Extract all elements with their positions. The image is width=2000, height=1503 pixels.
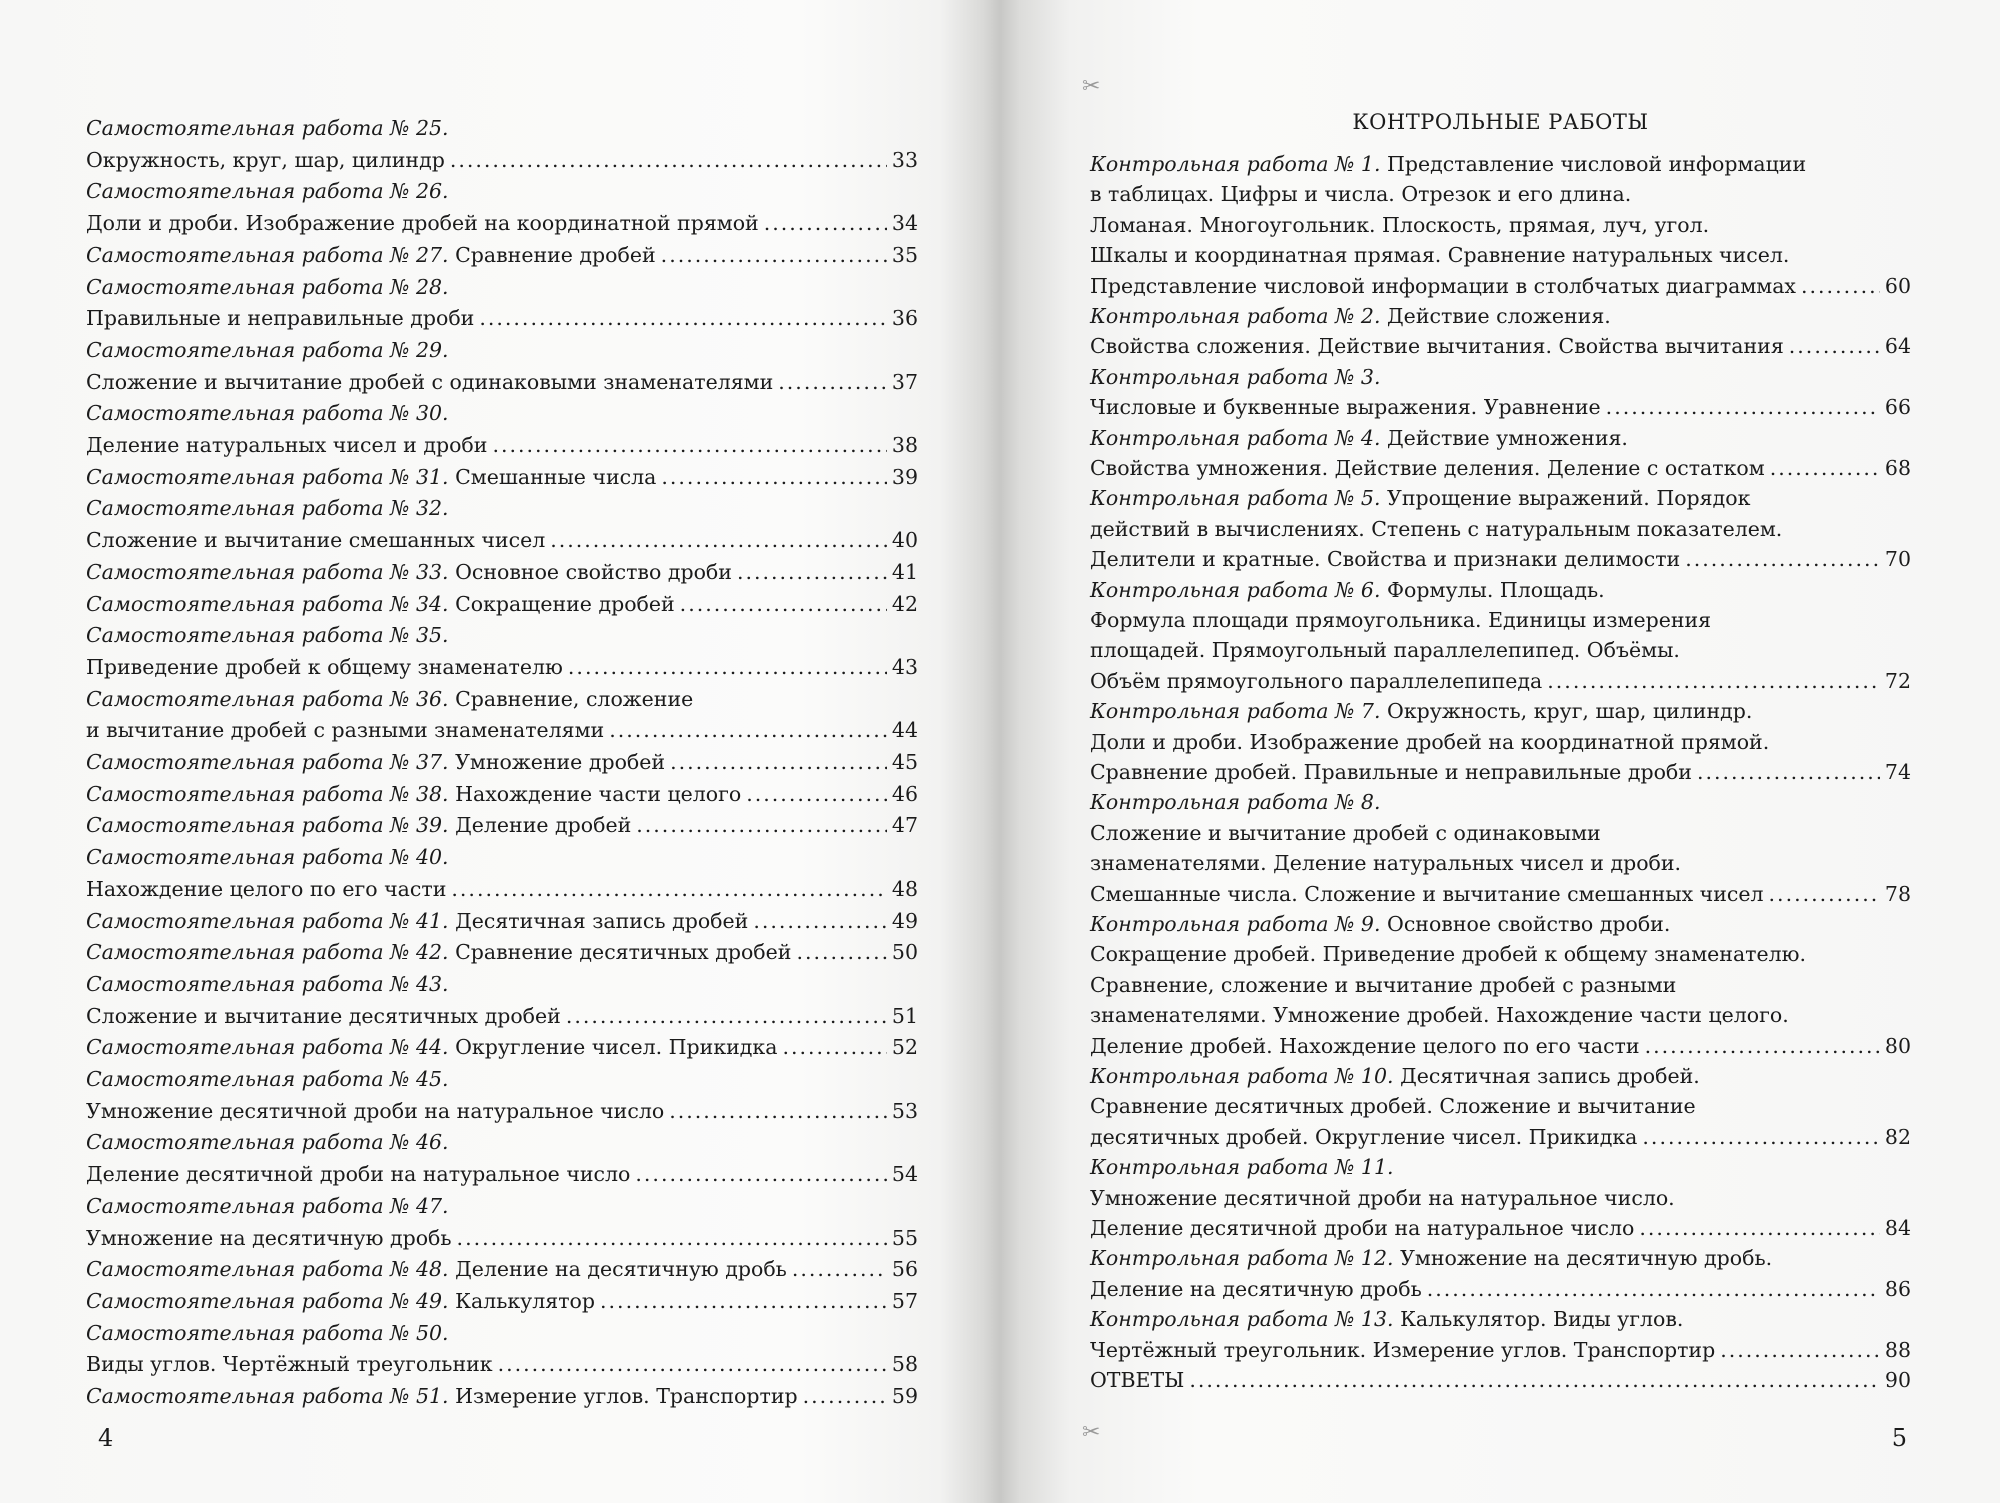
toc-line [1090, 515, 1911, 543]
dot-leader [1189, 1366, 1880, 1394]
page-ref: 47 [891, 813, 918, 838]
dot-leader [1606, 393, 1880, 421]
topic-text: Сравнение, сложение [448, 686, 694, 711]
work-title: Самостоятельная работа № 45. [86, 1067, 449, 1091]
page-ref: 44 [891, 718, 918, 743]
page-ref: 37 [891, 369, 918, 394]
work-title: Самостоятельная работа № 28. [86, 274, 449, 299]
toc-line [1090, 1244, 1911, 1272]
topic-text: Деление натуральных чисел и дроби [86, 433, 488, 457]
toc-line [86, 938, 918, 966]
page-ref: 49 [891, 908, 918, 933]
toc-line [86, 907, 918, 935]
topic-text: Действие сложения. [1380, 304, 1611, 328]
dot-leader [1639, 1214, 1880, 1242]
page-ref: 45 [891, 750, 918, 774]
toc-line [1090, 728, 1911, 756]
work-title: Самостоятельная работа № 30. [86, 401, 449, 426]
toc-line [1090, 697, 1911, 725]
dot-leader [609, 716, 887, 744]
topic-text: площадей. Прямоугольный параллелепипед. Объёмы. [1090, 638, 1680, 663]
toc-line [1090, 971, 1911, 999]
topic-text: Правильные и неправильные дроби [86, 306, 475, 331]
toc-line [1090, 788, 1911, 816]
dot-leader [450, 146, 887, 174]
topic-text: десятичных дробей. Округление чисел. Прикидка [1090, 1124, 1638, 1149]
topic-text: Объём прямоугольного параллелепипеда [1090, 668, 1543, 693]
dot-leader [669, 1097, 887, 1125]
dot-leader [1645, 1032, 1880, 1060]
page-ref: 36 [891, 306, 918, 331]
topic-text: Представление числовой информации [1380, 152, 1807, 176]
toc-line [86, 1160, 918, 1188]
topic-text: Окружность, круг, шар, цилиндр. [1380, 699, 1753, 724]
page-ref: 68 [1884, 456, 1911, 480]
topic-text: Числовые и буквенные выражения. Уравнение [1090, 395, 1601, 420]
dot-leader [1769, 880, 1880, 908]
toc-line [86, 336, 918, 364]
work-title: Самостоятельная работа № 49. [86, 1288, 449, 1313]
work-title: Самостоятельная работа № 29. [86, 337, 449, 362]
toc-line [86, 1002, 918, 1030]
work-title: Контрольная работа № 6. [1090, 577, 1381, 602]
toc-line [1090, 272, 1911, 300]
dot-leader [600, 1287, 887, 1315]
page-ref: 51 [891, 1003, 918, 1028]
topic-text: Умножение десятичной дроби на натуральное число. [1090, 1185, 1675, 1210]
scissors-cut-mark-icon: ✂ [1082, 1420, 1101, 1445]
toc-line [1090, 180, 1911, 208]
topic-text: Шкалы и координатная прямая. Сравнение натуральных чисел. [1090, 243, 1790, 268]
page-ref: 52 [891, 1035, 918, 1060]
toc-line [86, 1192, 918, 1220]
page-ref: 86 [1884, 1276, 1911, 1301]
work-title: Самостоятельная работа № 46. [86, 1130, 449, 1155]
dot-leader [782, 1033, 886, 1061]
topic-text: действий в вычислениях. Степень с натуральным показателем. [1090, 516, 1783, 541]
work-title: Контрольная работа № 11. [1090, 1155, 1394, 1180]
topic-text: Измерение углов. Транспортир [448, 1384, 798, 1408]
topic-text: Нахождение целого по его части [86, 876, 447, 901]
scissors-cut-mark-icon: ✂ [1082, 74, 1101, 99]
work-title: Контрольная работа № 8. [1090, 790, 1381, 815]
dot-leader [803, 1382, 887, 1410]
dot-leader [636, 811, 887, 839]
toc-line [86, 685, 918, 713]
dot-leader [1789, 332, 1880, 360]
dot-leader [492, 431, 886, 459]
work-title: Самостоятельная работа № 26. [86, 179, 449, 204]
toc-line [1090, 606, 1911, 634]
work-title: Самостоятельная работа № 47. [86, 1193, 449, 1218]
page-ref: 43 [891, 654, 918, 679]
toc-line [86, 558, 918, 586]
work-title: Самостоятельная работа № 43. [86, 971, 449, 996]
toc-line [1090, 1366, 1911, 1394]
toc-line [86, 875, 918, 903]
toc-line [1090, 1275, 1911, 1303]
toc-line [86, 590, 918, 618]
topic-text: Окружность, круг, шар, цилиндр [86, 147, 445, 172]
dot-leader [498, 1350, 887, 1378]
page-number: 4 [98, 1424, 114, 1452]
left-page [86, 0, 918, 1503]
topic-text: Основное свойство дроби [448, 559, 732, 584]
dot-leader [753, 907, 887, 935]
toc-line [1090, 819, 1911, 847]
work-title: Самостоятельная работа № 41. [86, 908, 449, 933]
toc-line [86, 177, 918, 205]
toc-line [1090, 1092, 1911, 1120]
dot-leader [746, 780, 887, 808]
toc-line [86, 1287, 918, 1315]
work-title: Самостоятельная работа № 50. [86, 1320, 449, 1345]
toc-line [86, 1319, 918, 1347]
topic-text: Смешанные числа. Сложение и вычитание смешанных чисел [1090, 881, 1764, 906]
topic-text: Калькулятор [448, 1288, 596, 1313]
toc-line [1090, 1184, 1911, 1212]
topic-text: и вычитание дробей с разными знаменателями [86, 718, 605, 743]
work-title: Самостоятельная работа № 44. [86, 1035, 449, 1060]
right-page [1090, 0, 1911, 1503]
topic-text: Сравнение дробей [448, 242, 656, 267]
toc-line [1090, 454, 1911, 482]
toc-line [1090, 940, 1911, 968]
page-ref: 59 [891, 1384, 918, 1408]
work-title: Контрольная работа № 12. [1090, 1246, 1394, 1271]
topic-text: Формула площади прямоугольника. Единицы измерения [1090, 608, 1712, 632]
topic-text: знаменателями. Деление натуральных чисел и дроби. [1090, 851, 1682, 876]
page-ref: 35 [891, 242, 918, 267]
page-ref: 72 [1884, 668, 1911, 693]
topic-text: Деление дробей. Нахождение целого по его части [1090, 1033, 1640, 1058]
topic-text: Умножение десятичной дроби на натуральное число [86, 1098, 665, 1123]
page-ref: 56 [891, 1257, 918, 1282]
dot-leader [1720, 1336, 1880, 1364]
work-title: Самостоятельная работа № 33. [86, 559, 449, 584]
work-title: Самостоятельная работа № 42. [86, 940, 449, 965]
dot-leader [1801, 272, 1880, 300]
topic-text: Умножение на десятичную дробь. [1393, 1246, 1773, 1271]
dot-leader [1427, 1275, 1880, 1303]
toc-line [1090, 363, 1911, 391]
toc-line [86, 241, 918, 269]
topic-text: Свойства умножения. Действие деления. Деление с остатком [1090, 456, 1765, 480]
page-ref: 60 [1884, 273, 1911, 298]
work-title: Самостоятельная работа № 25. [86, 116, 449, 140]
page-number: 5 [1891, 1424, 1907, 1452]
work-title: Самостоятельная работа № 31. [86, 464, 449, 489]
dot-leader [778, 368, 887, 396]
topic-text: Упрощение выражений. Порядок [1380, 486, 1751, 511]
toc-line [86, 114, 918, 142]
toc-line [86, 621, 918, 649]
toc-line [86, 1128, 918, 1156]
page-ref: 84 [1884, 1216, 1911, 1240]
page-ref: 48 [891, 876, 918, 901]
toc-line [1090, 910, 1911, 938]
toc-line [1090, 1214, 1911, 1242]
toc-line [1090, 667, 1911, 695]
topic-text: Сравнение десятичных дробей. Сложение и вычитание [1090, 1094, 1696, 1119]
toc-line [86, 1097, 918, 1125]
work-title: Контрольная работа № 5. [1090, 486, 1381, 511]
toc-line [1090, 636, 1911, 664]
page-ref: 82 [1884, 1124, 1911, 1149]
dot-leader [457, 1224, 887, 1252]
dot-leader [550, 526, 887, 554]
work-title: Самостоятельная работа № 48. [86, 1257, 449, 1282]
toc-line [86, 431, 918, 459]
toc-line [1090, 576, 1911, 604]
dot-leader [1547, 667, 1880, 695]
toc-line [1090, 393, 1911, 421]
toc-line [1090, 1336, 1911, 1364]
page-ref: 64 [1884, 334, 1911, 359]
page-ref: 38 [891, 433, 918, 457]
page-ref: 34 [891, 211, 918, 236]
topic-text: Делители и кратные. Свойства и признаки делимости [1090, 547, 1681, 572]
topic-text: Десятичная запись дробей. [1393, 1064, 1700, 1088]
topic-text: Доли и дроби. Изображение дробей на координатной прямой [86, 211, 759, 236]
dot-leader [635, 1160, 887, 1188]
topic-text: Сокращение дробей [448, 591, 675, 616]
topic-text: Деление дробей [448, 813, 632, 838]
dot-leader [568, 653, 887, 681]
topic-text: Калькулятор. Виды углов. [1393, 1307, 1684, 1332]
topic-text: Деление десятичной дроби на натуральное число [86, 1162, 631, 1187]
work-title: Контрольная работа № 4. [1090, 425, 1381, 450]
toc-line [86, 716, 918, 744]
topic-text: Ломаная. Многоугольник. Плоскость, прямая, луч, угол. [1090, 212, 1710, 237]
toc-line [1090, 302, 1911, 330]
work-title: Самостоятельная работа № 32. [86, 496, 449, 521]
topic-text: Сравнение, сложение и вычитание дробей с разными [1090, 972, 1677, 997]
toc-line [1090, 545, 1911, 573]
page-ref: 58 [891, 1352, 918, 1377]
page-ref: 41 [891, 559, 918, 584]
dot-leader [1697, 758, 1880, 786]
toc-line [86, 399, 918, 427]
topic-text: Деление на десятичную дробь [1090, 1276, 1422, 1301]
toc-line [86, 368, 918, 396]
toc-line [1090, 1153, 1911, 1181]
topic-text: Представление числовой информации в столбчатых диаграммах [1090, 273, 1796, 298]
page-ref: 50 [891, 940, 918, 965]
toc-line [86, 811, 918, 839]
dot-leader [1770, 454, 1880, 482]
page-ref: 39 [891, 464, 918, 489]
toc-line [86, 653, 918, 681]
work-title: Самостоятельная работа № 39. [86, 813, 449, 838]
toc-line [86, 1350, 918, 1378]
page-ref: 90 [1884, 1368, 1911, 1392]
toc-line [86, 463, 918, 491]
page-ref: 53 [891, 1098, 918, 1123]
toc-line [86, 780, 918, 808]
work-title: Самостоятельная работа № 38. [86, 781, 449, 806]
topic-text: Деление на десятичную дробь [448, 1257, 787, 1282]
toc-line [86, 843, 918, 871]
dot-leader [661, 241, 887, 269]
toc-line [1090, 849, 1911, 877]
topic-text: Смешанные числа [448, 464, 657, 489]
work-title: Контрольная работа № 2. [1090, 304, 1381, 328]
topic-text: Умножение дробей [448, 750, 666, 774]
toc-line [1090, 211, 1911, 239]
page-ref: 40 [891, 528, 918, 553]
topic-text: Свойства сложения. Действие вычитания. Свойства вычитания [1090, 334, 1784, 359]
topic-text: Нахождение части целого [448, 781, 742, 806]
topic-text: знаменателями. Умножение дробей. Нахождение части целого. [1090, 1003, 1789, 1028]
page-ref: 70 [1884, 547, 1911, 572]
toc-line [86, 1255, 918, 1283]
dot-leader [1642, 1123, 1880, 1151]
toc-line [1090, 1305, 1911, 1333]
toc-line [86, 146, 918, 174]
topic-text: Формулы. Площадь. [1380, 577, 1605, 602]
topic-text: Действие умножения. [1380, 425, 1628, 450]
work-title: Самостоятельная работа № 36. [86, 686, 449, 711]
work-title: Самостоятельная работа № 37. [86, 750, 449, 774]
page-ref: 74 [1884, 760, 1911, 784]
page-ref: 80 [1884, 1033, 1911, 1058]
section-heading: КОНТРОЛЬНЫЕ РАБОТЫ [1352, 110, 1649, 134]
topic-text: ОТВЕТЫ [1090, 1368, 1185, 1392]
work-title: Контрольная работа № 3. [1090, 364, 1381, 389]
toc-line [1090, 1032, 1911, 1060]
topic-text: Сложение и вычитание десятичных дробей [86, 1003, 561, 1028]
dot-leader [1685, 545, 1880, 573]
toc-line [86, 304, 918, 332]
work-title: Самостоятельная работа № 35. [86, 623, 449, 648]
page-ref: 57 [891, 1288, 918, 1313]
page-ref: 55 [891, 1225, 918, 1250]
page-ref: 46 [891, 781, 918, 806]
topic-text: Сложение и вычитание смешанных чисел [86, 528, 546, 553]
toc-line [1090, 1062, 1911, 1090]
work-title: Контрольная работа № 1. [1090, 152, 1381, 176]
dot-leader [764, 209, 887, 237]
dot-leader [479, 304, 887, 332]
toc-line [86, 1065, 918, 1093]
dot-leader [796, 938, 886, 966]
toc-line [86, 1033, 918, 1061]
topic-text: Десятичная запись дробей [448, 908, 749, 933]
topic-text: в таблицах. Цифры и числа. Отрезок и его длина. [1090, 182, 1632, 207]
toc-line [1090, 1001, 1911, 1029]
topic-text: Сравнение десятичных дробей [448, 940, 792, 965]
work-title: Контрольная работа № 7. [1090, 699, 1381, 724]
dot-leader [792, 1255, 887, 1283]
work-title: Самостоятельная работа № 40. [86, 845, 449, 870]
toc-line [86, 970, 918, 998]
topic-text: Умножение на десятичную дробь [86, 1225, 452, 1250]
topic-text: Деление десятичной дроби на натуральное число [1090, 1216, 1635, 1240]
dot-leader [661, 463, 887, 491]
dot-leader [737, 558, 887, 586]
page-ref: 42 [891, 591, 918, 616]
topic-text: Округление чисел. Прикидка [448, 1035, 778, 1060]
toc-line [86, 494, 918, 522]
topic-text: Доли и дроби. Изображение дробей на координатной прямой. [1090, 729, 1770, 754]
toc-line [86, 209, 918, 237]
toc-line [86, 748, 918, 776]
toc-line [1090, 1123, 1911, 1151]
toc-line [86, 1224, 918, 1252]
dot-leader [670, 748, 887, 776]
toc-line [86, 273, 918, 301]
page-ref: 54 [891, 1162, 918, 1187]
dot-leader [680, 590, 887, 618]
work-title: Самостоятельная работа № 27. [86, 242, 449, 267]
work-title: Самостоятельная работа № 51. [86, 1384, 449, 1408]
topic-text: Сложение и вычитание дробей с одинаковыми [1090, 820, 1601, 845]
topic-text: Основное свойство дроби. [1380, 912, 1671, 936]
work-title: Контрольная работа № 9. [1090, 912, 1381, 936]
dot-leader [566, 1002, 887, 1030]
toc-line [1090, 424, 1911, 452]
topic-text: Сложение и вычитание дробей с одинаковыми знаменателями [86, 369, 774, 394]
toc-line [1090, 758, 1911, 786]
page-ref: 33 [891, 147, 918, 172]
page-ref: 78 [1884, 881, 1911, 906]
topic-text: Приведение дробей к общему знаменателю [86, 654, 563, 679]
dot-leader [451, 875, 887, 903]
topic-text: Сравнение дробей. Правильные и неправильные дроби [1090, 760, 1692, 784]
work-title: Контрольная работа № 13. [1090, 1307, 1394, 1332]
toc-line [86, 526, 918, 554]
toc-line [1090, 880, 1911, 908]
work-title: Контрольная работа № 10. [1090, 1064, 1394, 1088]
page-ref: 66 [1884, 395, 1911, 420]
toc-line [86, 1382, 918, 1410]
toc-line [1090, 150, 1911, 178]
toc-line [1090, 332, 1911, 360]
toc-line [1090, 484, 1911, 512]
page-ref: 88 [1884, 1337, 1911, 1362]
topic-text: Сокращение дробей. Приведение дробей к общему знаменателю. [1090, 942, 1807, 967]
toc-line [1090, 241, 1911, 269]
work-title: Самостоятельная работа № 34. [86, 591, 449, 616]
topic-text: Виды углов. Чертёжный треугольник [86, 1352, 493, 1377]
topic-text: Чертёжный треугольник. Измерение углов. Транспортир [1090, 1337, 1716, 1362]
